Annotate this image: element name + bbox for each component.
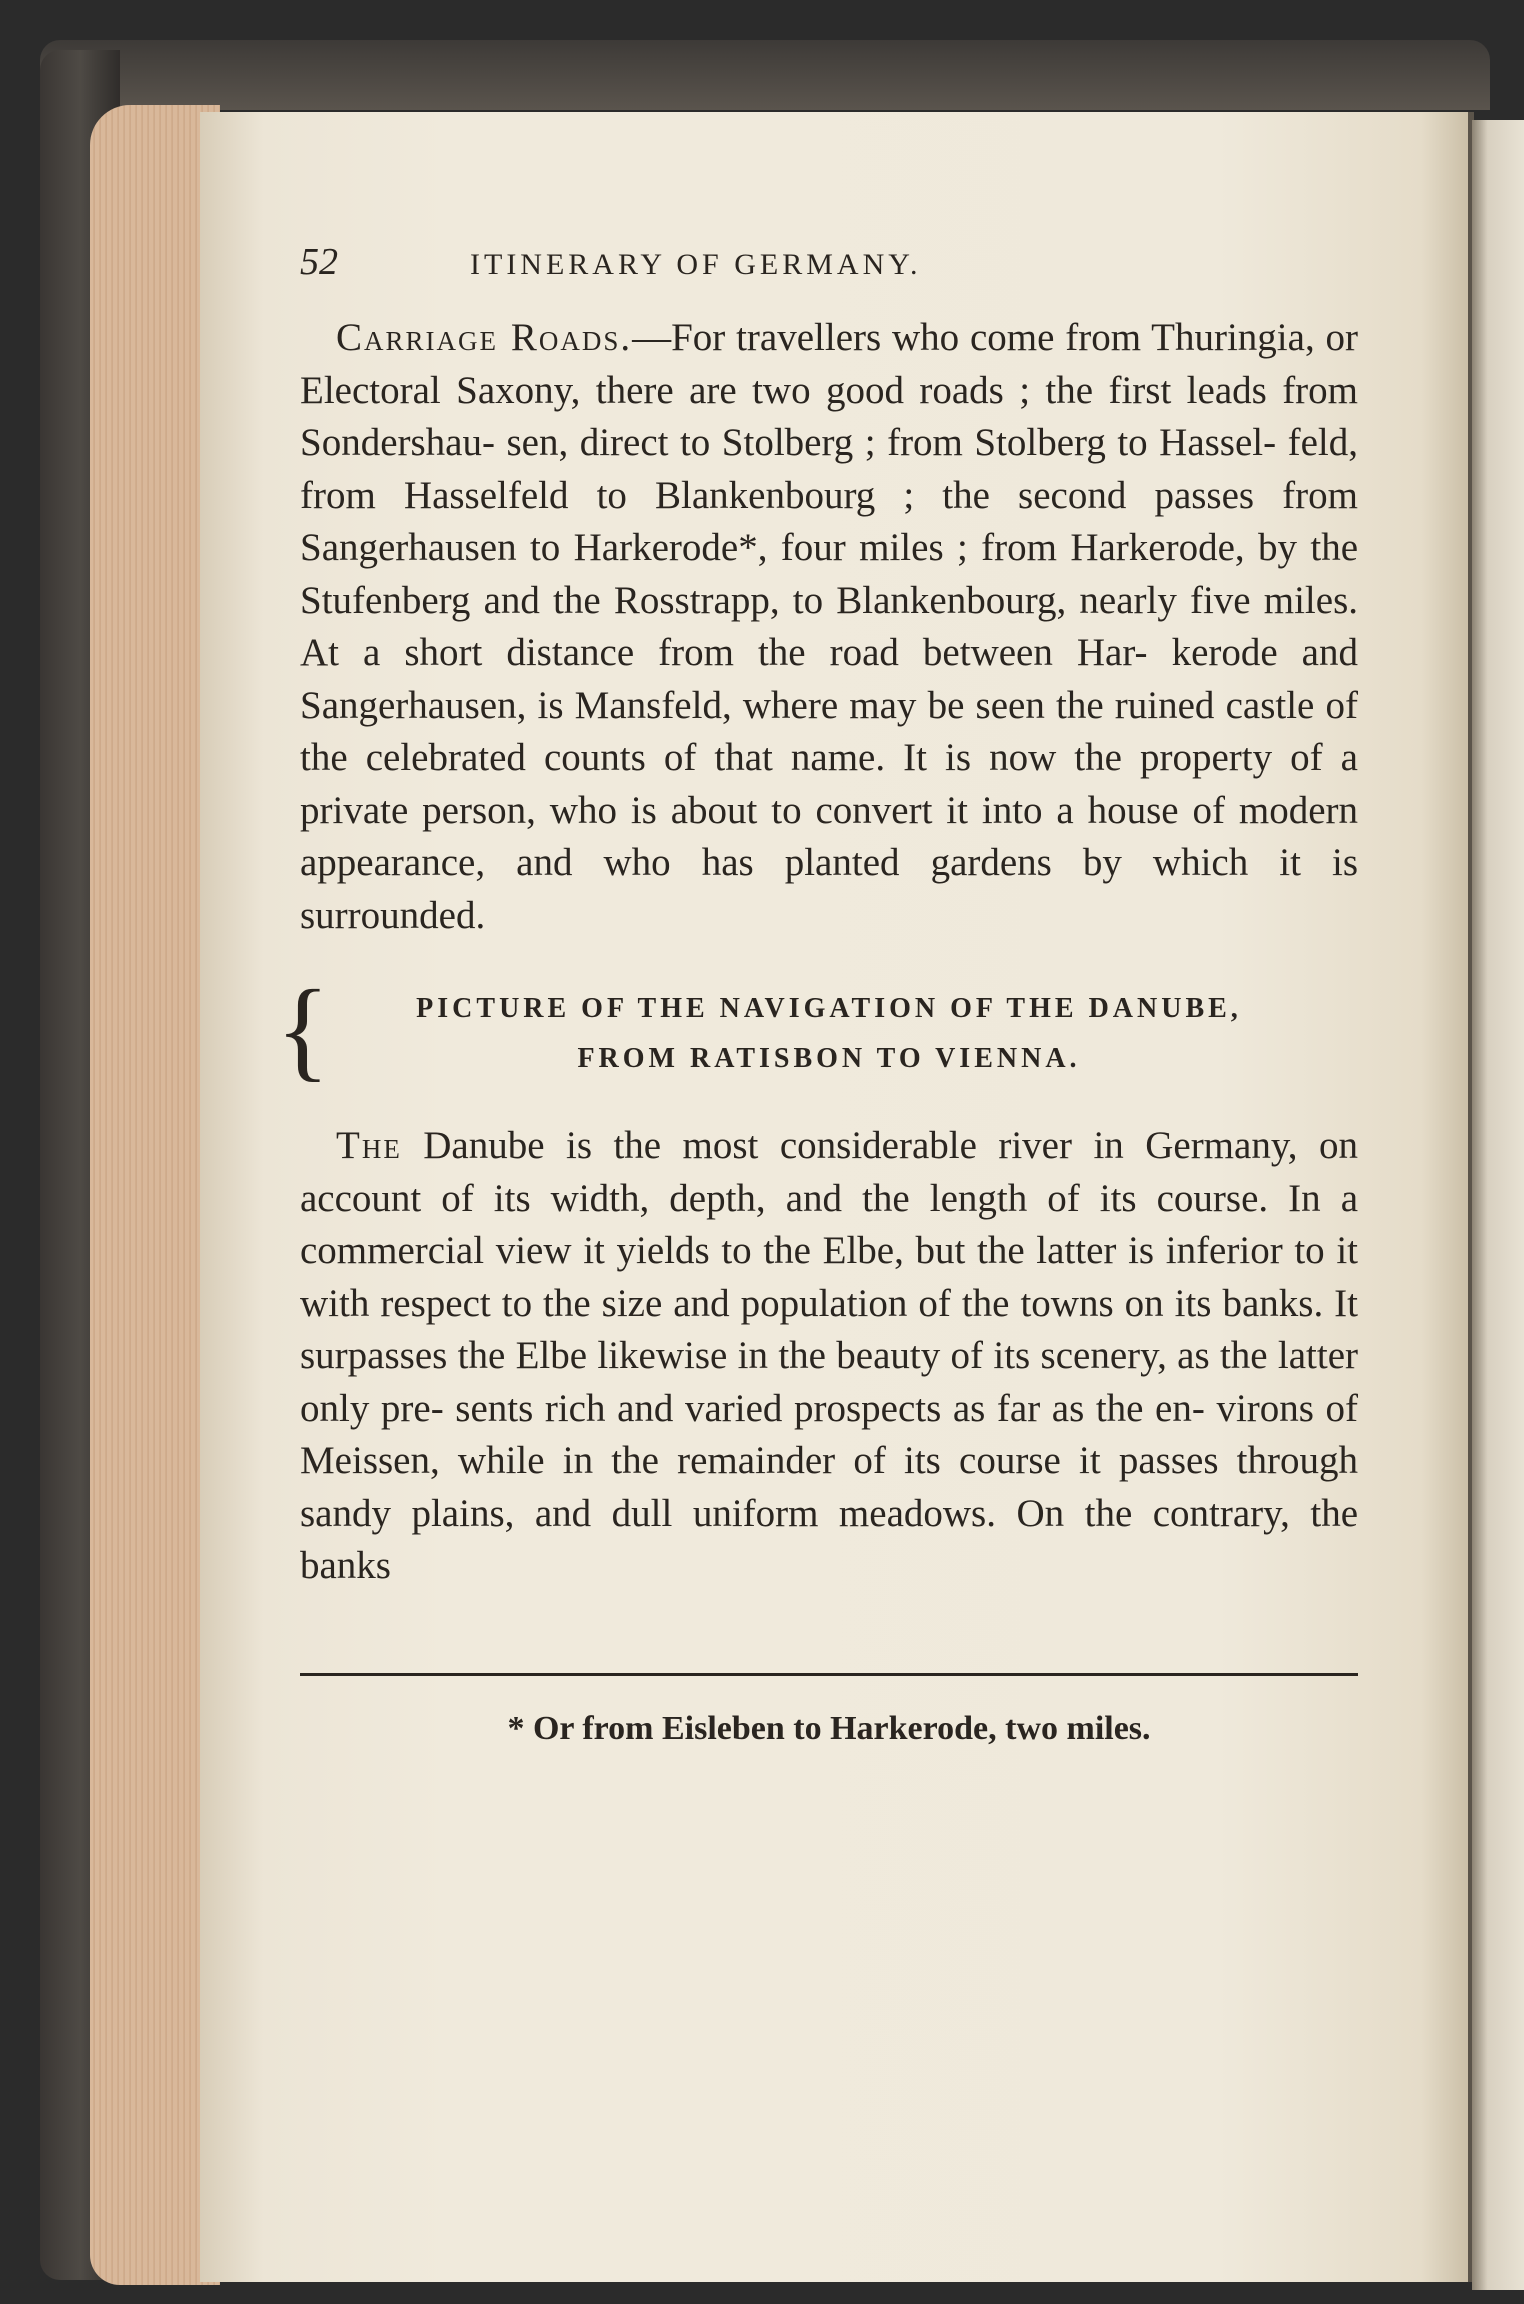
footnote: * Or from Eisleben to Harkerode, two miles. [507, 1709, 1151, 1747]
paragraph-lead: The [336, 1124, 402, 1167]
text-line: with respect to the size and population of the towns [300, 1281, 1114, 1325]
section-heading [276, 968, 1358, 1092]
brace-mark: { [276, 968, 334, 1092]
text-line: it yields to the Elbe, but the latter is inferior to it [583, 1229, 1358, 1272]
text-line: the Rosstrapp, to Blankenbourg, nearly five miles. [553, 578, 1359, 622]
text-line: be seen the ruined castle of the celebrated counts [300, 683, 1359, 779]
text-line: two good roads ; the first leads from Sondershau- [300, 368, 1359, 464]
text-line: of modern appearance, and who has planted [300, 788, 1359, 884]
text-line: kerode and Sangerhausen, is Mansfeld, where may [300, 631, 1358, 727]
text-line: the length of its course. In a commercial view [300, 1176, 1359, 1272]
footnote-rule [300, 1673, 1358, 1676]
heading-line-1: PICTURE OF THE NAVIGATION OF THE DANUBE, [416, 993, 1242, 1024]
text-line: passes from Sangerhausen to Harkerode*, four [300, 473, 1358, 569]
text-line: sen, direct to Stolberg ; from Stolberg to Hassel- [506, 421, 1277, 464]
text-line: —For travellers who come [632, 316, 1055, 359]
text-line: Danube is the most considerable river [401, 1124, 1072, 1167]
page-header [300, 240, 1358, 304]
text-line: course it passes through sandy plains, and dull [300, 1439, 1358, 1535]
heading-line-2: FROM RATISBON TO VIENNA. [577, 1043, 1081, 1074]
text-line: on its banks. It surpasses the Elbe likewise in [300, 1281, 1358, 1377]
text-line: miles ; from Harkerode, by the Stufenberg and [300, 526, 1358, 622]
facing-page-edge [1472, 120, 1524, 2290]
text-line: gardens by which it is surrounded. [300, 841, 1359, 937]
text-line: sents rich and varied prospects as far as the en- [455, 1386, 1205, 1430]
text-line: uniform meadows. On the contrary, the banks [300, 1491, 1359, 1587]
paragraph-lead: Carriage Roads. [336, 316, 633, 359]
text-line: from Thuringia, or Electoral Saxony, there are [300, 316, 1359, 412]
paragraph-carriage-roads [300, 312, 1358, 942]
text-line: virons of Meissen, while in the remainder of its [300, 1386, 1359, 1482]
text-line: the beauty of its scenery, as the latter only pre- [300, 1334, 1359, 1430]
page-number: 52 [300, 241, 338, 283]
page-text [276, 240, 1359, 1748]
binding-top [40, 40, 1490, 110]
text-line: of that name. It is now the property of a private [300, 736, 1358, 832]
text-line: person, who is about to convert it into a house [422, 788, 1179, 832]
text-line: feld, from Hasselfeld to Blankenbourg ; the second [300, 421, 1359, 517]
running-title: ITINERARY OF GERMANY. [470, 248, 922, 281]
text-line: in Germany, on account of its width, depth, and [300, 1124, 1358, 1220]
text-line: At a short distance from the road between Har- [300, 631, 1148, 674]
paragraph-danube [300, 1120, 1358, 1593]
